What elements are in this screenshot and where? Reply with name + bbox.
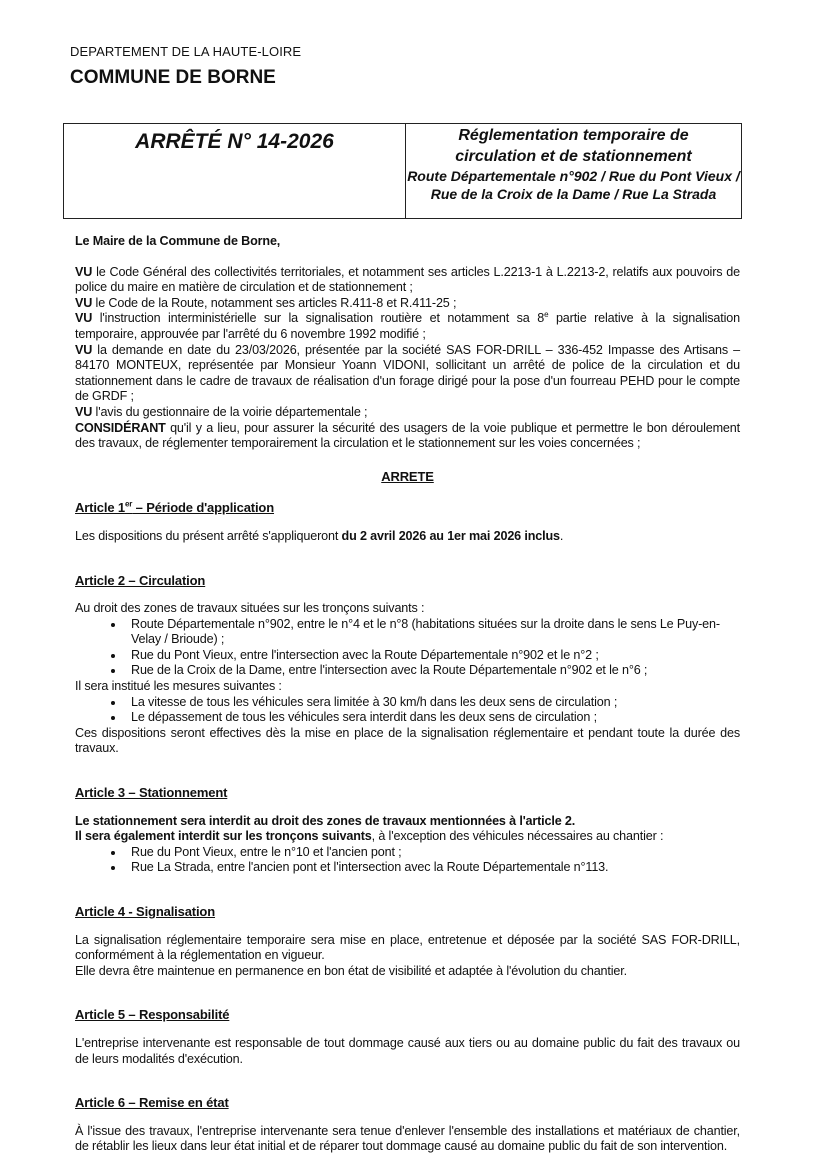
- spacer: [75, 545, 740, 560]
- arrete-number: ARRÊTÉ N° 14-2026: [64, 124, 406, 218]
- text-segment: , à l'exception des véhicules nécessaires au chantier :: [371, 829, 664, 844]
- article-heading: [75, 573, 740, 589]
- text-segment: VU: [75, 311, 93, 326]
- text-segment: Il sera également interdit sur les tronçons suivants: [75, 829, 372, 844]
- paragraph: [75, 265, 740, 296]
- paragraph: [75, 1036, 740, 1067]
- list-item: • La vitesse de tous les véhicules sera limitée à 30 km/h dans les deux sens de circulation ;: [125, 695, 740, 711]
- text-segment: l'avis du gestionnaire de la voirie départementale ;: [92, 404, 368, 419]
- list-item: • Rue du Pont Vieux, entre l'intersection avec la Route Départementale n°902 et le n°2 ;: [125, 648, 740, 664]
- text-segment: du 2 avril 2026 au 1er mai 2026 inclus: [341, 528, 560, 543]
- paragraph: [75, 529, 740, 545]
- text-segment: Les dispositions du présent arrêté s'appliqueront: [75, 528, 342, 543]
- text-segment: Article 4 - Signalisation: [75, 904, 216, 919]
- paragraph: [75, 679, 740, 695]
- paragraph: [75, 1124, 740, 1155]
- text-segment: la demande en date du 23/03/2026, présentée par la société SAS FOR-DRILL – 336-452 Impasse des Artisans – 84170 MONTEUX, représentée par Monsieur Yoann VIDONI, sollicitant un arrêté de police de la circulation et du stationnement dans le cadre de travaux de réalisation d'un forage dirigé pour la pose d'un fourreau PEHD pour le compte de GRDF ;: [75, 342, 740, 404]
- bullet-list: [75, 695, 740, 726]
- article-heading: [75, 500, 740, 516]
- text-segment: VU: [75, 295, 93, 310]
- text-segment: Article 2 – Circulation: [75, 572, 206, 588]
- commune-name: COMMUNE DE BORNE: [70, 67, 276, 88]
- text-segment: VU: [75, 264, 93, 279]
- paragraph: [75, 933, 740, 964]
- list-item: • Le dépassement de tous les véhicules sera interdit dans les deux sens de circulation ;: [125, 710, 740, 726]
- paragraph: [75, 829, 740, 845]
- text-segment: Ces dispositions seront effectives dès la mise en place de la signalisation réglementaire et pendant toute la durée des travaux.: [75, 725, 740, 756]
- text-segment: Au droit des zones de travaux situées sur les tronçons suivants :: [75, 601, 425, 616]
- title-box: [63, 123, 742, 219]
- article-heading: [75, 904, 740, 920]
- list-item: • Rue La Strada, entre l'ancien pont et l'intersection avec la Route Départementale n°113.: [125, 860, 740, 876]
- text-segment: .: [559, 528, 564, 543]
- spacer: [75, 250, 740, 265]
- subject-line-1: Réglementation temporaire de: [458, 127, 689, 144]
- paragraph: [75, 421, 740, 452]
- decision-heading: [75, 469, 740, 485]
- text-segment: le Code Général des collectivités territoriales, et notamment ses articles L.2213-1 à L.2213-2, relatifs aux pouvoirs de police du maire en matière de circulation et de stationnement ;: [75, 264, 740, 295]
- text-segment: e: [544, 310, 549, 320]
- subject-line-2: circulation et de stationnement: [455, 148, 692, 165]
- text-segment: Elle devra être maintenue en permanence en bon état de visibilité et adaptée à l'évolution du chantier.: [75, 963, 627, 978]
- paragraph: [75, 343, 740, 405]
- article-heading: [75, 1095, 740, 1111]
- document-body: [75, 234, 740, 1155]
- text-segment: Article 3 – Stationnement: [75, 785, 228, 801]
- article-heading: [75, 1007, 740, 1023]
- text-segment: qu'il y a lieu, pour assurer la sécurité des usagers de la voie publique et permettre le bon déroulement des travaux, de réglementer temporairement la circulation et le stationnement sur les voies concernées ;: [75, 420, 740, 451]
- text-segment: le Code de la Route, notamment ses articles R.411-8 et R.411-25 ;: [92, 295, 457, 310]
- text-segment: La signalisation réglementaire temporaire sera mise en place, entretenue et déposée par la société SAS FOR-DRILL, conformément à la réglementation en vigueur.: [75, 932, 740, 963]
- text-segment: Article 6 – Remise en état: [75, 1095, 229, 1111]
- spacer: [75, 452, 740, 467]
- spacer: [75, 757, 740, 772]
- article-heading: [75, 785, 740, 801]
- text-segment: er: [124, 499, 133, 509]
- paragraph: [75, 234, 740, 250]
- list-item: • Route Départementale n°902, entre le n°4 et le n°8 (habitations situées sur la droite dans le sens Le Puy-en-Velay / Brioude) ;: [125, 617, 740, 648]
- text-segment: partie relative à la signalisation temporaire, approuvée par l'arrêté du 6 novembre 1992 modifié ;: [75, 311, 740, 341]
- text-segment: CONSIDÉRANT: [75, 420, 166, 435]
- text-segment: Il sera institué les mesures suivantes :: [75, 679, 282, 694]
- paragraph: [75, 726, 740, 757]
- paragraph: [75, 601, 740, 617]
- text-segment: Le Maire de la Commune de Borne,: [75, 234, 281, 248]
- paragraph: [75, 964, 740, 980]
- subject-roads: Route Départementale n°902 / Rue du Pont Vieux / Rue de la Croix de la Dame / Rue La Strada: [407, 168, 740, 202]
- bullet-list: [75, 617, 740, 679]
- text-segment: ARRETE: [381, 468, 434, 484]
- paragraph: [75, 405, 740, 421]
- text-segment: VU: [75, 404, 93, 419]
- paragraph: [75, 296, 740, 312]
- department-name: DEPARTEMENT DE LA HAUTE-LOIRE: [70, 44, 302, 59]
- spacer: [75, 979, 740, 994]
- text-segment: Article 5 – Responsabilité: [75, 1007, 230, 1023]
- list-item: • Rue du Pont Vieux, entre le n°10 et l'ancien pont ;: [125, 845, 740, 861]
- text-segment: Le stationnement sera interdit au droit des zones de travaux mentionnées à l'article 2.: [75, 813, 576, 828]
- arrete-subject: [406, 124, 741, 218]
- text-segment: À l'issue des travaux, l'entreprise intervenante sera tenue d'enlever l'ensemble des installations et matériaux de chantier, de rétablir les lieux dans leur état initial et de réparer tout dommage causé au domaine public du fait de son intervention.: [75, 1123, 740, 1154]
- list-item: • Rue de la Croix de la Dame, entre l'intersection avec la Route Départementale n°902 et le n°6 ;: [125, 663, 740, 679]
- bullet-list: [75, 845, 740, 876]
- paragraph: [75, 814, 740, 830]
- spacer: [75, 1067, 740, 1082]
- text-segment: Article 1: [75, 500, 125, 516]
- text-segment: – Période d'application: [132, 500, 275, 516]
- spacer: [75, 876, 740, 891]
- text-segment: VU: [75, 342, 93, 357]
- text-segment: l'instruction interministérielle sur la signalisation routière et notamment sa 8: [92, 311, 545, 326]
- paragraph: [75, 311, 740, 342]
- text-segment: L'entreprise intervenante est responsable de tout dommage causé aux tiers ou au domaine public du fait des travaux ou de leurs modalités d'exécution.: [75, 1035, 740, 1066]
